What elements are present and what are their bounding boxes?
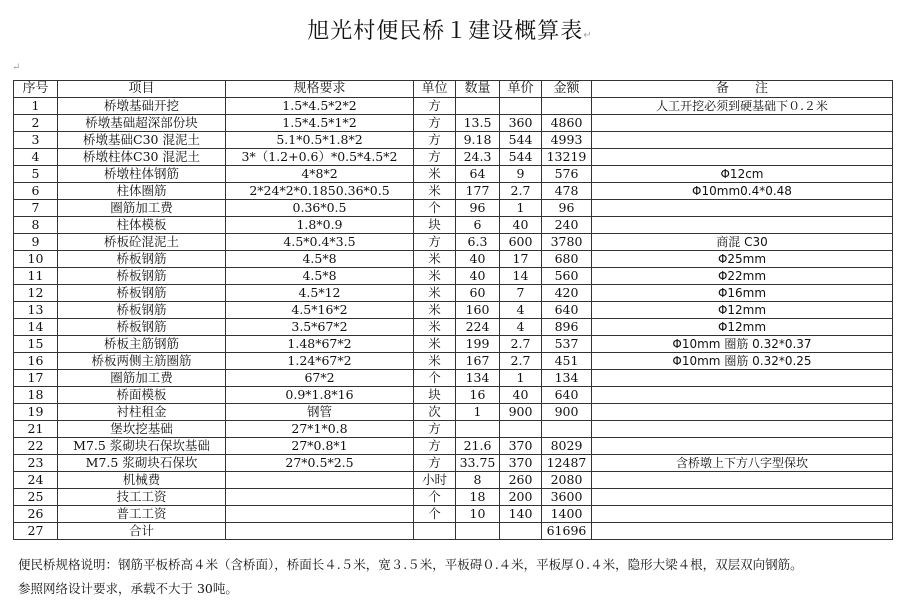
cell-index: 25 xyxy=(14,489,58,506)
cell-remark xyxy=(592,115,893,132)
cell-unit: 个 xyxy=(414,370,456,387)
cell-remark: 商混 C30 xyxy=(592,234,893,251)
cell-amount: 896 xyxy=(542,319,592,336)
cell-index: 3 xyxy=(14,132,58,149)
col-header-amount: 金额 xyxy=(542,81,592,98)
cell-item: 柱体圈筋 xyxy=(58,183,226,200)
cell-amount: 3600 xyxy=(542,489,592,506)
table-row xyxy=(14,217,893,234)
cell-unit: 块 xyxy=(414,387,456,404)
cell-amount: 537 xyxy=(542,336,592,353)
cell-qty: 21.6 xyxy=(456,438,500,455)
cell-price: 370 xyxy=(500,438,542,455)
cell-remark: Φ10mm0.4*0.48 xyxy=(592,183,893,200)
cell-amount: 2080 xyxy=(542,472,592,489)
col-header-qty: 数量 xyxy=(456,81,500,98)
cell-remark xyxy=(592,149,893,166)
cell-unit: 米 xyxy=(414,166,456,183)
cell-price: 200 xyxy=(500,489,542,506)
load-note: 参照网络设计要求，承载不大于 30吨。 xyxy=(18,581,238,596)
col-header-price: 单价 xyxy=(500,81,542,98)
cell-unit: 方 xyxy=(414,98,456,115)
paragraph-mark-icon: ↵ xyxy=(583,30,593,41)
cell-spec: 0.36*0.5 xyxy=(226,200,414,217)
col-header-spec: 规格要求 xyxy=(226,81,414,98)
cell-index: 14 xyxy=(14,319,58,336)
cell-index: 24 xyxy=(14,472,58,489)
cell-remark xyxy=(592,421,893,438)
cell-item: M7.5 浆砌块石保坎 xyxy=(58,455,226,472)
cell-index: 11 xyxy=(14,268,58,285)
cell-remark: 含桥墩上下方八字型保坎 xyxy=(592,455,893,472)
cell-remark xyxy=(592,132,893,149)
cell-qty: 160 xyxy=(456,302,500,319)
table-row xyxy=(14,149,893,166)
cell-spec: 4.5*0.4*3.5 xyxy=(226,234,414,251)
cell-unit: 方 xyxy=(414,149,456,166)
cell-amount: 576 xyxy=(542,166,592,183)
cell-price: 544 xyxy=(500,132,542,149)
cell-qty: 16 xyxy=(456,387,500,404)
cell-amount: 900 xyxy=(542,404,592,421)
cell-index: 16 xyxy=(14,353,58,370)
cell-qty: 6.3 xyxy=(456,234,500,251)
cell-remark: 人工开挖必须到硬基础下０.２米 xyxy=(592,98,893,115)
cell-remark xyxy=(592,506,893,523)
cell-remark: Φ22mm xyxy=(592,268,893,285)
cell-qty: 10 xyxy=(456,506,500,523)
table-row xyxy=(14,472,893,489)
cell-price: 1 xyxy=(500,200,542,217)
cell-item: 桥墩基础C30 混泥土 xyxy=(58,132,226,149)
cell-price: 900 xyxy=(500,404,542,421)
cell-qty: 40 xyxy=(456,268,500,285)
cell-price: 40 xyxy=(500,217,542,234)
cell-amount: 560 xyxy=(542,268,592,285)
cell-unit: 方 xyxy=(414,455,456,472)
table-row xyxy=(14,523,893,540)
cell-price: 2.7 xyxy=(500,336,542,353)
cell-item: 桥墩柱体钢筋 xyxy=(58,166,226,183)
cell-index: 23 xyxy=(14,455,58,472)
cell-amount: 420 xyxy=(542,285,592,302)
cell-qty xyxy=(456,421,500,438)
cell-price: 2.7 xyxy=(500,353,542,370)
table-row xyxy=(14,98,893,115)
document-title xyxy=(0,14,900,45)
cell-remark: Φ25mm xyxy=(592,251,893,268)
cell-remark: Φ12mm xyxy=(592,319,893,336)
cell-index: 22 xyxy=(14,438,58,455)
cell-item: 桥板钢筋 xyxy=(58,319,226,336)
cell-amount: 478 xyxy=(542,183,592,200)
table-row xyxy=(14,200,893,217)
cell-spec: 4.5*8 xyxy=(226,251,414,268)
cell-qty: 33.75 xyxy=(456,455,500,472)
cell-spec: 3.5*67*2 xyxy=(226,319,414,336)
cell-amount: 1400 xyxy=(542,506,592,523)
cell-remark: Φ16mm xyxy=(592,285,893,302)
cell-price: 140 xyxy=(500,506,542,523)
table-row xyxy=(14,336,893,353)
cell-price: 360 xyxy=(500,115,542,132)
paragraph-mark-icon: ↵ xyxy=(12,62,21,73)
cell-amount: 640 xyxy=(542,302,592,319)
cell-index: 6 xyxy=(14,183,58,200)
cell-price xyxy=(500,98,542,115)
cell-price: 7 xyxy=(500,285,542,302)
cell-qty: 199 xyxy=(456,336,500,353)
cell-unit: 米 xyxy=(414,285,456,302)
table-row xyxy=(14,438,893,455)
cell-unit: 方 xyxy=(414,132,456,149)
cell-price xyxy=(500,421,542,438)
cell-unit: 米 xyxy=(414,336,456,353)
cell-qty: 18 xyxy=(456,489,500,506)
cell-spec xyxy=(226,506,414,523)
cell-qty: 96 xyxy=(456,200,500,217)
cell-qty: 60 xyxy=(456,285,500,302)
cell-qty: 224 xyxy=(456,319,500,336)
cell-spec: 1.48*67*2 xyxy=(226,336,414,353)
cell-index: 8 xyxy=(14,217,58,234)
cell-index: 19 xyxy=(14,404,58,421)
cell-index: 26 xyxy=(14,506,58,523)
cell-item: M7.5 浆砌块石保坎基础 xyxy=(58,438,226,455)
cell-index: 4 xyxy=(14,149,58,166)
cell-unit: 块 xyxy=(414,217,456,234)
cell-remark xyxy=(592,217,893,234)
cell-price: 370 xyxy=(500,455,542,472)
cell-amount: 4993 xyxy=(542,132,592,149)
table-row xyxy=(14,319,893,336)
cell-spec: 4.5*8 xyxy=(226,268,414,285)
cell-item: 衬柱租金 xyxy=(58,404,226,421)
table-row xyxy=(14,404,893,421)
cell-spec xyxy=(226,472,414,489)
cell-remark xyxy=(592,472,893,489)
cell-remark xyxy=(592,438,893,455)
cell-remark xyxy=(592,523,893,540)
cell-spec: 1.5*4.5*1*2 xyxy=(226,115,414,132)
cell-qty xyxy=(456,523,500,540)
cell-qty: 13.5 xyxy=(456,115,500,132)
cell-spec: 27*1*0.8 xyxy=(226,421,414,438)
cell-spec: 27*0.8*1 xyxy=(226,438,414,455)
cell-qty: 40 xyxy=(456,251,500,268)
cell-unit: 个 xyxy=(414,506,456,523)
cell-spec: 4.5*16*2 xyxy=(226,302,414,319)
cell-spec: 1.24*67*2 xyxy=(226,353,414,370)
cell-item: 桥墩基础开挖 xyxy=(58,98,226,115)
cell-qty: 64 xyxy=(456,166,500,183)
cell-unit: 个 xyxy=(414,200,456,217)
cell-qty: 177 xyxy=(456,183,500,200)
cell-amount: 640 xyxy=(542,387,592,404)
cell-unit: 方 xyxy=(414,421,456,438)
cell-price: 40 xyxy=(500,387,542,404)
cell-unit: 小时 xyxy=(414,472,456,489)
table-header-row xyxy=(14,81,893,98)
table-row xyxy=(14,132,893,149)
cell-qty: 8 xyxy=(456,472,500,489)
cell-item: 桥板钢筋 xyxy=(58,285,226,302)
table-body xyxy=(14,98,893,540)
table-row xyxy=(14,115,893,132)
cell-price: 4 xyxy=(500,319,542,336)
col-header-index: 序号 xyxy=(14,81,58,98)
cell-amount: 240 xyxy=(542,217,592,234)
cell-item: 桥墩柱体C30 混泥土 xyxy=(58,149,226,166)
cell-qty: 24.3 xyxy=(456,149,500,166)
cell-price: 1 xyxy=(500,370,542,387)
cell-amount: 61696 xyxy=(542,523,592,540)
cell-price: 600 xyxy=(500,234,542,251)
cell-index: 13 xyxy=(14,302,58,319)
cell-spec: 27*0.5*2.5 xyxy=(226,455,414,472)
cell-item: 桥板钢筋 xyxy=(58,302,226,319)
cell-unit xyxy=(414,523,456,540)
cell-spec xyxy=(226,489,414,506)
cell-index: 1 xyxy=(14,98,58,115)
cell-qty: 6 xyxy=(456,217,500,234)
cell-item: 圈筋加工费 xyxy=(58,370,226,387)
budget-table xyxy=(13,80,893,540)
cell-amount: 4860 xyxy=(542,115,592,132)
cell-spec: 1.8*0.9 xyxy=(226,217,414,234)
cell-spec: 4*8*2 xyxy=(226,166,414,183)
cell-spec: 4.5*12 xyxy=(226,285,414,302)
cell-price: 4 xyxy=(500,302,542,319)
table-row xyxy=(14,489,893,506)
cell-price: 544 xyxy=(500,149,542,166)
cell-amount xyxy=(542,98,592,115)
cell-item: 普工工资 xyxy=(58,506,226,523)
cell-amount: 96 xyxy=(542,200,592,217)
cell-spec: 3*（1.2+0.6）*0.5*4.5*2 xyxy=(226,149,414,166)
table-row xyxy=(14,370,893,387)
cell-remark xyxy=(592,387,893,404)
table-row xyxy=(14,353,893,370)
cell-index: 10 xyxy=(14,251,58,268)
cell-amount: 8029 xyxy=(542,438,592,455)
cell-qty xyxy=(456,98,500,115)
cell-price: 9 xyxy=(500,166,542,183)
cell-unit: 方 xyxy=(414,234,456,251)
cell-amount: 680 xyxy=(542,251,592,268)
cell-item: 机械费 xyxy=(58,472,226,489)
cell-qty: 167 xyxy=(456,353,500,370)
table-row xyxy=(14,166,893,183)
cell-amount: 451 xyxy=(542,353,592,370)
cell-index: 17 xyxy=(14,370,58,387)
cell-item: 技工工资 xyxy=(58,489,226,506)
cell-index: 7 xyxy=(14,200,58,217)
col-header-item: 项目 xyxy=(58,81,226,98)
cell-spec: 67*2 xyxy=(226,370,414,387)
cell-amount: 3780 xyxy=(542,234,592,251)
cell-spec: 5.1*0.5*1.8*2 xyxy=(226,132,414,149)
cell-qty: 134 xyxy=(456,370,500,387)
spec-note: 便民桥规格说明：钢筋平板桥高４米（含桥面），桥面长４.５米，宽３.５米，平板碍０.４米，平板厚０.４米，隐形大梁４根，双层双向钢筋。 xyxy=(18,557,803,572)
cell-price xyxy=(500,523,542,540)
cell-index: 27 xyxy=(14,523,58,540)
table-row xyxy=(14,234,893,251)
cell-unit: 米 xyxy=(414,353,456,370)
table-row xyxy=(14,455,893,472)
cell-spec: 钢管 xyxy=(226,404,414,421)
table-row xyxy=(14,268,893,285)
cell-index: 15 xyxy=(14,336,58,353)
col-header-remark: 备 注 xyxy=(592,81,893,98)
cell-item: 柱体模板 xyxy=(58,217,226,234)
cell-spec xyxy=(226,523,414,540)
table-row xyxy=(14,183,893,200)
cell-unit: 次 xyxy=(414,404,456,421)
cell-price: 2.7 xyxy=(500,183,542,200)
cell-item: 合计 xyxy=(58,523,226,540)
cell-remark: Φ12cm xyxy=(592,166,893,183)
cell-index: 12 xyxy=(14,285,58,302)
cell-remark xyxy=(592,489,893,506)
cell-unit: 米 xyxy=(414,302,456,319)
cell-qty: 9.18 xyxy=(456,132,500,149)
cell-remark xyxy=(592,370,893,387)
cell-index: 21 xyxy=(14,421,58,438)
cell-item: 桥板钢筋 xyxy=(58,251,226,268)
cell-unit: 米 xyxy=(414,251,456,268)
cell-index: 9 xyxy=(14,234,58,251)
col-header-unit: 单位 xyxy=(414,81,456,98)
cell-index: 5 xyxy=(14,166,58,183)
cell-unit: 米 xyxy=(414,268,456,285)
cell-remark: Φ10mm 圈筋 0.32*0.25 xyxy=(592,353,893,370)
cell-item: 桥板钢筋 xyxy=(58,268,226,285)
cell-spec: 2*24*2*0.1850.36*0.5 xyxy=(226,183,414,200)
table-row xyxy=(14,251,893,268)
cell-unit: 方 xyxy=(414,115,456,132)
cell-item: 桥板砼混泥土 xyxy=(58,234,226,251)
cell-amount: 134 xyxy=(542,370,592,387)
cell-item: 桥板两侧主筋圈筋 xyxy=(58,353,226,370)
cell-remark xyxy=(592,200,893,217)
cell-index: 18 xyxy=(14,387,58,404)
cell-unit: 米 xyxy=(414,319,456,336)
table-row xyxy=(14,302,893,319)
table-row xyxy=(14,285,893,302)
cell-item: 堡坎挖基础 xyxy=(58,421,226,438)
cell-amount xyxy=(542,421,592,438)
cell-remark xyxy=(592,404,893,421)
cell-price: 17 xyxy=(500,251,542,268)
table-row xyxy=(14,506,893,523)
table-row xyxy=(14,421,893,438)
cell-remark: Φ10mm 圈筋 0.32*0.37 xyxy=(592,336,893,353)
cell-index: 2 xyxy=(14,115,58,132)
cell-item: 桥板主筋钢筋 xyxy=(58,336,226,353)
cell-qty: 1 xyxy=(456,404,500,421)
cell-unit: 方 xyxy=(414,438,456,455)
title-text: 旭光村便民桥１建设概算表 xyxy=(307,19,584,44)
table-row xyxy=(14,387,893,404)
cell-spec: 0.9*1.8*16 xyxy=(226,387,414,404)
cell-unit: 个 xyxy=(414,489,456,506)
cell-price: 14 xyxy=(500,268,542,285)
cell-amount: 13219 xyxy=(542,149,592,166)
cell-item: 桥面模板 xyxy=(58,387,226,404)
cell-spec: 1.5*4.5*2*2 xyxy=(226,98,414,115)
cell-item: 桥墩基础超深部份块 xyxy=(58,115,226,132)
cell-amount: 12487 xyxy=(542,455,592,472)
cell-item: 圈筋加工费 xyxy=(58,200,226,217)
cell-unit: 米 xyxy=(414,183,456,200)
cell-price: 260 xyxy=(500,472,542,489)
cell-remark: Φ12mm xyxy=(592,302,893,319)
